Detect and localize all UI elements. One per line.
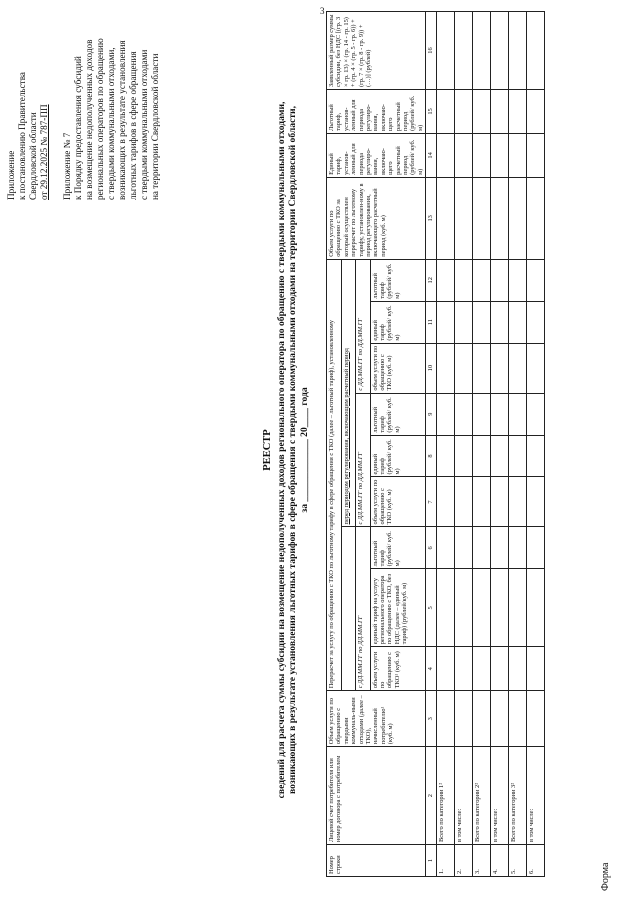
table-cell [508,393,526,435]
table-cell [526,647,544,691]
column-number: 11 [426,301,436,343]
table-cell [490,259,508,301]
header-recalc [327,259,342,691]
table-cell [454,691,472,747]
page-number: 3 [320,6,325,16]
reestr-heading: РЕЕСТР [262,429,273,471]
table-cell [436,343,454,393]
title-line: возникающих в результате установления льготных тарифов в сфере обращения с твердыми коммунальными отходами на территории Свердловской области, [287,106,298,794]
appendix-line: Приложение [6,150,16,200]
appendix-date: от 29.12.2025 № 787-ПП [39,104,49,200]
table-cell [472,393,490,435]
row-number: 2. [454,845,472,877]
appendix-line: на возмещение недополученных доходов [84,39,94,200]
table-cell [472,177,490,259]
header-lg-c: льготный тариф (рублей/ куб. м) [370,259,426,301]
table-cell [508,691,526,747]
column-number: 10 [426,343,436,393]
table-cell [490,527,508,569]
appendix-line: с твердыми коммунальными отходами, [106,47,116,200]
table-cell [454,477,472,527]
appendix-line: возникающих в результате установления [117,40,127,200]
table-row [490,12,508,877]
row-number: 4. [490,845,508,877]
table-cell [454,393,472,435]
table-cell [508,477,526,527]
header-obj-c: объем услуги по обращению с ТКО (куб. м) [370,343,426,393]
header-obj-a: объем услуги по обращению с ТКО¹ (куб. м) [370,647,426,691]
row-number: 1. [436,845,454,877]
row-label: в том числе: [526,747,544,845]
table-cell [436,301,454,343]
table-cell [508,177,526,259]
column-number: 15 [426,89,436,133]
table-cell [436,435,454,477]
table-cell [472,435,490,477]
header-obj-b: объем услуги по обращению с ТКО (куб. м) [370,477,426,527]
table-cell [526,177,544,259]
table-cell [526,259,544,301]
table-cell [526,435,544,477]
table-row [526,12,544,877]
table-cell [508,301,526,343]
column-number: 3 [426,691,436,747]
table-cell [454,133,472,177]
table-cell [526,343,544,393]
table-cell [526,133,544,177]
header-sum: Заявленный размер суммы субсидии, без НДС [(гр. 3 × гр. 13) × (гр. 14 - гр. 15) + (гр. 4 × (гр. 5 - гр. 6)) + (гр. 7 × (гр. 8 - гр. 9)) + (…)] (рублей) [327,12,426,90]
column-number: 6 [426,527,436,569]
document-title [262,35,310,865]
header-period-a: с ДД.ММ.ГГ по ДД.ММ.ГГ [356,527,371,691]
column-number: 14 [426,133,436,177]
header-volume2: Объем услуги по обращению с ТКО за который осуществлен перерасчет по льготному тарифу, установлен-ному в период регулирования, включающего расчетный период (куб. м) [327,177,426,259]
column-number: 12 [426,259,436,301]
header-recalc-sub: перед периодом регулирования, включающим расчетный период [341,259,356,527]
table-cell [436,12,454,90]
table-cell [454,12,472,90]
row-number: 5. [508,845,526,877]
table-cell [472,527,490,569]
table-cell [508,569,526,647]
table-cell [490,12,508,90]
column-number: 13 [426,177,436,259]
column-number: 7 [426,477,436,527]
table-cell [508,133,526,177]
table-cell [436,259,454,301]
table-cell [454,647,472,691]
row-label: Всего по категории 2² [472,747,490,845]
table-cell [436,393,454,435]
table-cell [508,527,526,569]
table-cell [508,89,526,133]
table-cell [490,89,508,133]
table-cell [436,569,454,647]
table-cell [490,301,508,343]
table-cell [526,691,544,747]
table-cell [472,343,490,393]
table-cell [454,569,472,647]
column-number: 16 [426,12,436,90]
column-number: 1 [426,845,436,877]
appendix-line: Приложение № 7 [62,132,72,200]
table-cell [490,569,508,647]
table-cell [436,691,454,747]
table-cell [454,177,472,259]
header-recalc-filler [341,527,356,691]
table-cell [472,301,490,343]
header-period-b: с ДД.ММ.ГГ по ДД.ММ.ГГ [356,393,371,527]
table-cell [436,477,454,527]
appendix-line: на территории Свердловской области [150,53,160,200]
header-nomer: Номер строки [327,845,426,877]
row-label: в том числе: [490,747,508,845]
appendix-line: Свердловской области [28,112,38,200]
header-account: Лицевой счет потребителя или номер договора с потребителем [327,747,426,845]
appendix-line: к постановлению Правительства [17,72,27,200]
table-cell [490,691,508,747]
table-cell [436,527,454,569]
column-number: 2 [426,747,436,845]
table-cell [454,343,472,393]
column-number: 8 [426,435,436,477]
table-cell [490,177,508,259]
header-lg-a: льготный тариф (рублей/ куб. м) [370,527,426,569]
table-cell [490,477,508,527]
header-lgot-tariff: Льготный тариф, установ-ленный для периода регулиро-вания, включаю-щего расчетный период (рублей/ куб. м) [327,89,426,133]
column-number: 5 [426,569,436,647]
column-number: 9 [426,393,436,435]
table-cell [436,133,454,177]
table-cell [472,647,490,691]
table-cell [472,691,490,747]
title-line: сведений для расчета суммы субсидии на возмещение недополученных доходов регионального оператора по обращению с твердыми коммунальными отходами, [275,101,287,799]
table-cell [490,435,508,477]
table-row [454,12,472,877]
appendix-header [6,0,161,200]
table-cell [436,647,454,691]
table-cell [472,133,490,177]
table-cell [472,477,490,527]
table-cell [472,259,490,301]
row-label: Всего по категории 1² [436,747,454,845]
table-cell [490,343,508,393]
table-cell [508,259,526,301]
registry-table [326,11,545,877]
row-number: 3. [472,845,490,877]
appendix-line: с твердыми коммунальными отходами [139,49,149,200]
header-tariff-b: единый тариф (рублей/ куб. м) [370,435,426,477]
row-label: в том числе: [454,747,472,845]
table-cell [472,89,490,133]
header-tariff-c: единый тариф (рублей/ куб. м) [370,301,426,343]
table-cell [508,12,526,90]
appendix-line: к Порядку предоставления субсидий [73,56,83,200]
table-cell [454,89,472,133]
table-cell [526,301,544,343]
table-cell [526,12,544,90]
appendix-line: льготных тарифов в сфере обращения [128,51,138,200]
table-row [436,12,454,877]
table-cell [508,435,526,477]
table-cell [454,259,472,301]
table-cell [526,89,544,133]
table-cell [508,647,526,691]
header-tariff-a: единый тариф на услугу регионального оператора по обращению с ТКО, без НДС (далее – единый тариф) (рублей/куб. м) [370,569,426,647]
title-line: за _____________ 20____ года [298,387,310,513]
header-edin-tariff: Единый тариф, установ-ленный для периода регулиро-вания, включаю-щего расчетный период (рублей/ куб. м) [327,133,426,177]
table-cell [508,343,526,393]
table-cell [454,527,472,569]
appendix-line: региональных операторов по обращению [95,38,105,200]
table-cell [472,12,490,90]
column-number: 4 [426,647,436,691]
header-lg-b: льготный тариф (рублей/ куб. м) [370,393,426,435]
table-cell [526,569,544,647]
table-cell [526,527,544,569]
row-number: 6. [526,845,544,877]
table-cell [436,177,454,259]
row-label: Всего по категории 3² [508,747,526,845]
header-volume: Объем услуги по обращению с твердыми коммуналь-ными отходами (далее – ТКО), начисленный потребителю¹ (куб. м) [327,691,426,747]
table-cell [526,477,544,527]
table-cell [436,89,454,133]
table-cell [454,301,472,343]
table-row [472,12,490,877]
table-row [508,12,526,877]
table-cell [526,393,544,435]
table-cell [472,569,490,647]
forma-label: Форма [600,862,611,891]
header-recalc-text: Перерасчет за услугу по обращению с ТКО по льготному тарифу в сфере обращения с ТКО (далее – льготный тариф), установленному [328,320,335,689]
column-number-row [426,12,436,877]
table-cell [490,133,508,177]
table-cell [454,435,472,477]
table-cell [490,647,508,691]
table-cell [490,393,508,435]
header-period-c: с ДД.ММ.ГГ по ДД.ММ.ГГ [356,259,371,393]
